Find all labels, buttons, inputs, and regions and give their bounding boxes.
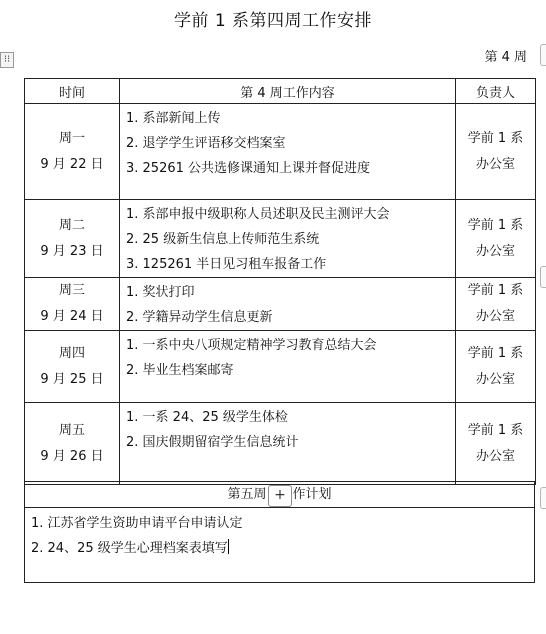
owner-line: 学前 1 系 xyxy=(467,422,524,438)
owner-line: 办公室 xyxy=(475,448,515,464)
task-item: 2. 毕业生档案邮寄 xyxy=(126,363,234,378)
owner-line: 学前 1 系 xyxy=(467,130,524,146)
document-title: 学前 1 系第四周工作安排 xyxy=(173,11,373,31)
header-content[interactable]: 第 4 周工作内容 xyxy=(120,79,456,104)
header-time[interactable]: 时间 xyxy=(25,79,120,104)
day-cell[interactable] xyxy=(25,278,120,331)
task-item: 1. 奖状打印 xyxy=(126,285,195,300)
day-cell[interactable] xyxy=(25,104,120,200)
owner-line: 学前 1 系 xyxy=(467,217,524,233)
owner-line: 办公室 xyxy=(475,371,515,387)
next-week-plan-header[interactable] xyxy=(25,482,534,508)
task-item: 2. 国庆假期留宿学生信息统计 xyxy=(126,435,299,450)
task-item: 1. 一系 24、25 级学生体检 xyxy=(126,410,288,425)
next-week-plan-box xyxy=(24,481,535,583)
day-name: 周五 xyxy=(58,422,85,438)
add-row-button[interactable] xyxy=(268,485,292,507)
owner-cell[interactable] xyxy=(456,403,536,485)
owner-cell[interactable] xyxy=(456,331,536,403)
day-name: 周三 xyxy=(58,283,85,298)
table-row xyxy=(25,200,536,278)
table-row xyxy=(25,104,536,200)
day-cell[interactable] xyxy=(25,200,120,278)
task-cell[interactable] xyxy=(120,403,456,485)
owner-cell[interactable] xyxy=(456,278,536,331)
table-row xyxy=(25,403,536,485)
side-marker-icon xyxy=(540,44,546,66)
day-name: 周一 xyxy=(58,130,85,146)
plan-header-left: 第五周 xyxy=(227,487,267,502)
day-name: 周四 xyxy=(58,345,85,361)
next-week-plan-body[interactable] xyxy=(25,508,534,561)
owner-line: 办公室 xyxy=(475,309,515,324)
task-item: 2. 25 级新生信息上传师范生系统 xyxy=(126,232,320,247)
day-date: 9 月 26 日 xyxy=(40,448,104,464)
plan-item: 2. 24、25 级学生心理档案表填写 xyxy=(31,541,228,556)
owner-cell[interactable] xyxy=(456,200,536,278)
week-label: 第 4 周 xyxy=(484,50,527,65)
table-row xyxy=(25,278,536,331)
text-cursor xyxy=(228,539,229,554)
day-date: 9 月 25 日 xyxy=(40,371,104,387)
plan-header-right: 作计划 xyxy=(292,487,332,502)
day-date: 9 月 23 日 xyxy=(40,243,104,259)
task-item: 1. 系部新闻上传 xyxy=(126,111,221,126)
task-item: 2. 学籍异动学生信息更新 xyxy=(126,310,273,325)
owner-line: 学前 1 系 xyxy=(467,283,524,298)
side-marker-icon xyxy=(540,487,546,509)
side-marker-icon xyxy=(540,266,546,288)
plan-item: 1. 江苏省学生资助申请平台申请认定 xyxy=(31,516,243,531)
move-handle-icon[interactable]: ⁝⁝ xyxy=(0,52,14,68)
task-item: 2. 退学学生评语移交档案室 xyxy=(126,136,286,151)
table-header-row xyxy=(25,79,536,104)
task-cell[interactable] xyxy=(120,200,456,278)
task-cell[interactable] xyxy=(120,104,456,200)
task-cell[interactable] xyxy=(120,331,456,403)
owner-line: 学前 1 系 xyxy=(467,345,524,361)
day-cell[interactable] xyxy=(25,331,120,403)
owner-line: 办公室 xyxy=(475,156,515,172)
day-date: 9 月 22 日 xyxy=(40,156,104,172)
task-item: 3. 125261 半日见习租车报备工作 xyxy=(126,257,327,272)
day-date: 9 月 24 日 xyxy=(40,309,104,324)
day-cell[interactable] xyxy=(25,403,120,485)
plus-icon: + xyxy=(274,487,286,503)
table-row xyxy=(25,331,536,403)
task-item: 1. 一系中央八项规定精神学习教育总结大会 xyxy=(126,338,377,353)
owner-cell[interactable] xyxy=(456,104,536,200)
schedule-table xyxy=(24,78,536,485)
header-owner[interactable]: 负责人 xyxy=(456,79,536,104)
task-item: 1. 系部申报中级职称人员述职及民主测评大会 xyxy=(126,207,390,222)
owner-line: 办公室 xyxy=(475,243,515,259)
day-name: 周二 xyxy=(58,217,85,233)
task-item: 3. 25261 公共选修课通知上课并督促进度 xyxy=(126,161,371,176)
task-cell[interactable] xyxy=(120,278,456,331)
